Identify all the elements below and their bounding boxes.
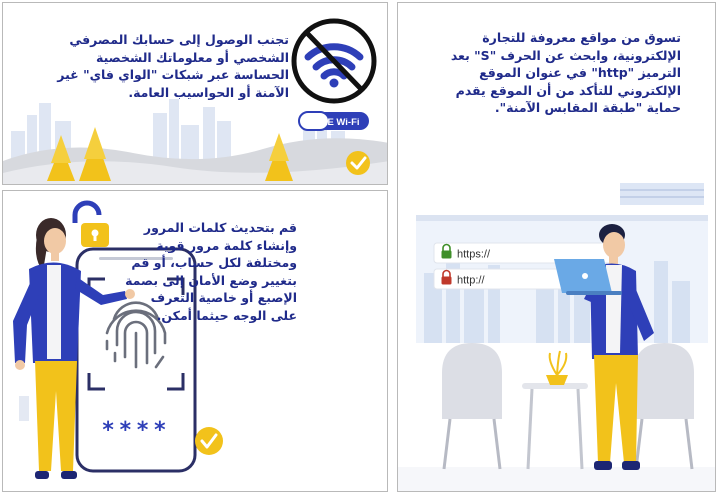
tip-panel-https xyxy=(397,2,716,492)
tip-panel-password xyxy=(2,190,388,492)
chair-left xyxy=(442,343,502,469)
open-padlock-icon xyxy=(75,203,109,247)
wifi-tip-text: تجنب الوصول إلى حسابك المصرفي الشخصي أو معلوماتك الشخصية الحساسة عبر شبكات "الواي فاي" غير الآمنة أو الحواسيب العامة. xyxy=(57,32,289,100)
free-wifi-label: FREE Wi-Fi xyxy=(308,117,360,128)
side-table xyxy=(522,383,588,469)
floor xyxy=(398,467,716,492)
check-circle-icon xyxy=(195,427,223,455)
pin-mask-text: **** xyxy=(101,418,171,443)
insecure-url-text: http:// xyxy=(457,274,485,287)
no-wifi-icon xyxy=(294,21,374,101)
window-blind xyxy=(620,183,704,205)
city-skyline xyxy=(19,396,29,421)
secure-url-text: https:// xyxy=(457,248,491,261)
potted-plant xyxy=(546,351,568,385)
password-tip-text: قم بتحديث كلمات المرور وإنشاء كلمة مرور قوية ومختلفة لكل حساب، أو قم بتغيير وضع الأمان إلى بصمة الإصبع أو خاصية التعرف على الوجه حيثما أمكن. xyxy=(125,220,297,323)
check-circle-icon xyxy=(346,151,370,175)
free-wifi-badge xyxy=(299,112,369,130)
https-tip-text: تسوق من مواقع معروفة للتجارة الإلكترونية، وابحث عن الحرف "S" بعد الترميز "http" في عنوان الموقع الإلكتروني للتأكد من أن الموقع يقدم حماية "طبقة المقابس الآمنة". xyxy=(450,30,681,115)
tip-panel-wifi xyxy=(2,2,388,185)
chair-right xyxy=(634,343,694,469)
